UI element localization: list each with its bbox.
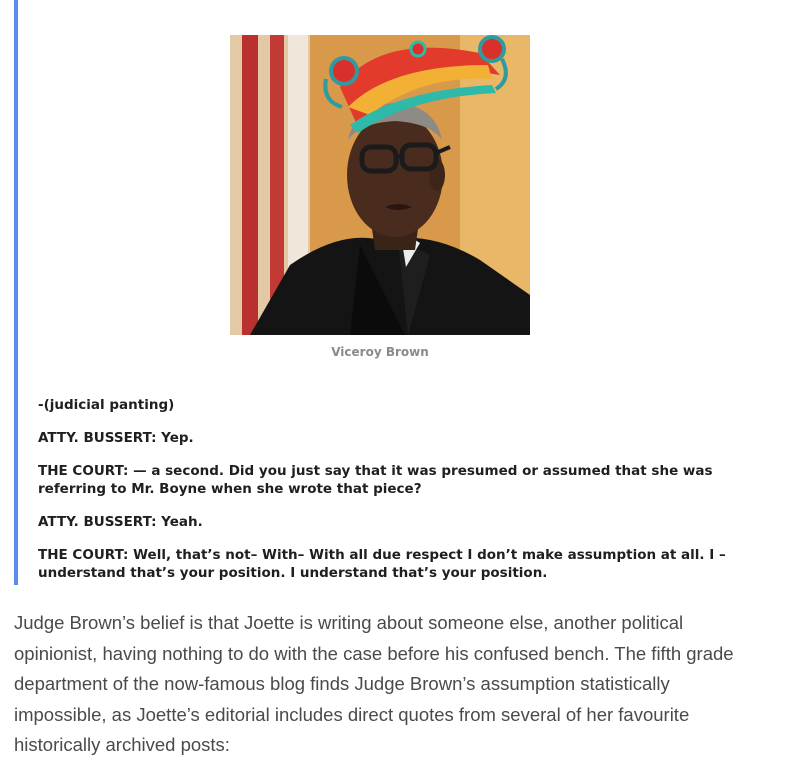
transcript-line: ATTY. BUSSERT: Yeah. [38, 514, 203, 530]
transcript-line: THE COURT: — a second. Did you just say that it was presumed or assumed that she was referring to Mr. Boyne when she wrote that piece? [38, 463, 713, 497]
article-paragraph: Judge Brown’s belief is that Joette is writing about someone else, another political opinionist, having nothing to do with the case before his confused bench. The fifth grade department of the now-famous blog finds Judge Brown’s assumption statistically impossible, as Joette’s editorial includes direct quotes from several of her favourite historically archived posts: [14, 612, 734, 756]
image-caption: Viceroy Brown [331, 345, 429, 359]
judge-photo [230, 35, 530, 335]
court-transcript [38, 396, 748, 597]
transcript-line: THE COURT: Well, that’s not– With– With all due respect I don’t make assumption at all. I – understand that’s your position. I understand that’s your position. [38, 547, 726, 581]
blockquote-accent-bar [14, 0, 18, 585]
transcript-line: -(judicial panting) [38, 397, 175, 413]
transcript-line: ATTY. BUSSERT: Yep. [38, 430, 194, 446]
